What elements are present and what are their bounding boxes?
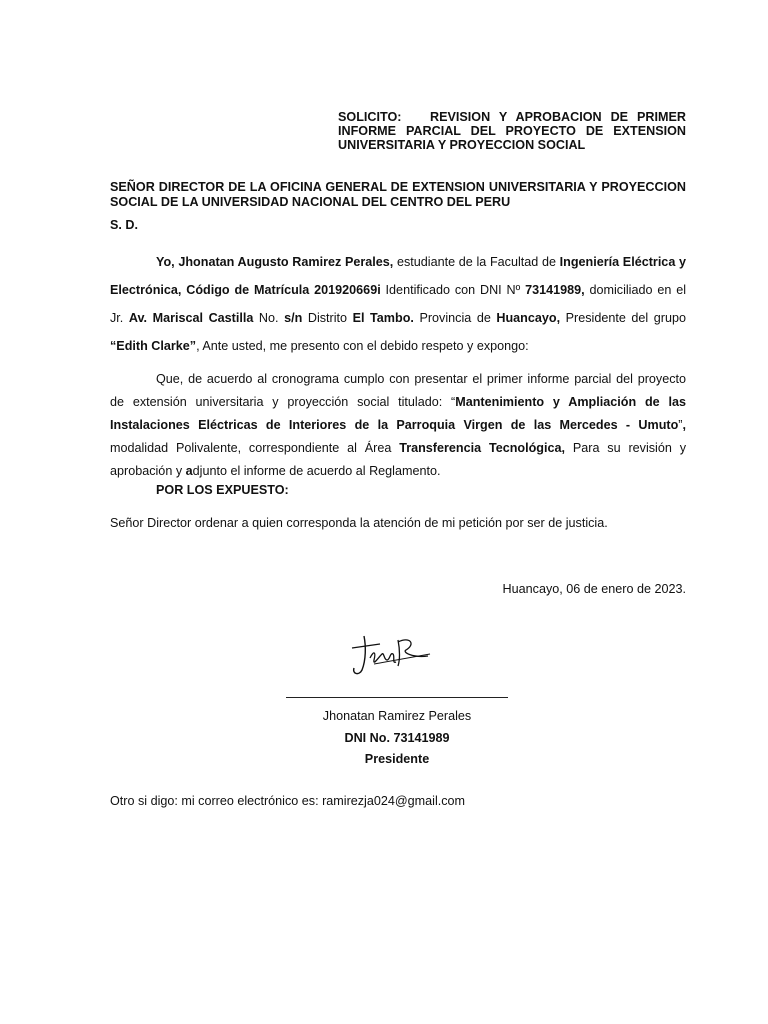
intro-text-1: estudiante de la Facultad de bbox=[393, 255, 560, 269]
place-date: Huancayo, 06 de enero de 2023. bbox=[502, 582, 686, 596]
street: Av. Mariscal Castilla bbox=[128, 311, 254, 325]
signer-dni: DNI No. 73141989 bbox=[344, 731, 450, 745]
province: Huancayo, bbox=[496, 311, 561, 325]
intro-text-2: Identificado con DNI Nº bbox=[380, 283, 526, 297]
por-lo-expuesto: POR LOS EXPUESTO: bbox=[156, 483, 289, 497]
intro-text-5: Distrito bbox=[302, 311, 353, 325]
request-comma: , bbox=[682, 418, 686, 432]
request-text-3: modalidad Polivalente, correspondiente al Área bbox=[110, 441, 400, 455]
intro-paragraph bbox=[110, 248, 686, 360]
faculty-and-code: Ingeniería Eléctrica y Electrónica, Código de Matrícula 201920669i bbox=[110, 255, 687, 297]
intro-text-3: domiciliado en el Jr. bbox=[110, 283, 686, 325]
subject-label: SOLICITO: bbox=[338, 110, 402, 124]
group-name: “Edith Clarke” bbox=[110, 339, 197, 353]
street-number: s/n bbox=[284, 311, 303, 325]
signer-name: Jhonatan Ramirez Perales bbox=[322, 709, 472, 723]
intro-text-6: Provincia de bbox=[413, 311, 497, 325]
area-name: Transferencia Tecnológica, bbox=[399, 441, 565, 455]
subject-block bbox=[338, 110, 686, 152]
request-bold-a: a bbox=[185, 464, 193, 478]
salutation-sd: S. D. bbox=[110, 218, 138, 232]
district: El Tambo. bbox=[352, 311, 414, 325]
signature-image bbox=[340, 630, 440, 680]
request-text-5: djunto el informe de acuerdo al Reglamento. bbox=[192, 464, 441, 478]
project-title: Mantenimiento y Ampliación de las Instalaciones Eléctricas de Interiores de la Parroquia Virgen de las Mercedes - Umuto bbox=[110, 395, 686, 432]
intro-text-7: Presidente del grupo bbox=[560, 311, 686, 325]
intro-text-4: No. bbox=[253, 311, 285, 325]
student-dni: 73141989, bbox=[525, 283, 585, 297]
request-text-1: Que, de acuerdo al cronograma cumplo con presentar el primer informe parcial del proyecto de extensión universitaria y proyección social titulado: “ bbox=[110, 372, 686, 409]
intro-yo: Yo, bbox=[156, 255, 175, 269]
subject-text: REVISION Y APROBACION DE PRIMER INFORME PARCIAL DEL PROYECTO DE EXTENSION UNIVERSITARIA Y PROYECCION SOCIAL bbox=[338, 110, 686, 152]
student-name: Jhonatan Augusto Ramirez Perales, bbox=[178, 255, 394, 269]
signer-role: Presidente bbox=[364, 752, 430, 766]
request-text-4: Para su revisión y aprobación y bbox=[110, 441, 686, 478]
request-paragraph bbox=[110, 368, 686, 483]
postscript-email: Otro si digo: mi correo electrónico es: ramirezja024@gmail.com bbox=[110, 794, 466, 808]
signature-line bbox=[286, 697, 508, 698]
request-text-2: ” bbox=[678, 418, 683, 432]
addressee: SEÑOR DIRECTOR DE LA OFICINA GENERAL DE EXTENSION UNIVERSITARIA Y PROYECCION SOCIAL DE LA UNIVERSIDAD NACIONAL DEL CENTRO DEL PERU bbox=[110, 180, 686, 209]
intro-text-8: , Ante usted, me presento con el debido respeto y expongo: bbox=[196, 339, 529, 353]
closing-request: Señor Director ordenar a quien corresponda la atención de mi petición por ser de justicia. bbox=[110, 516, 608, 530]
